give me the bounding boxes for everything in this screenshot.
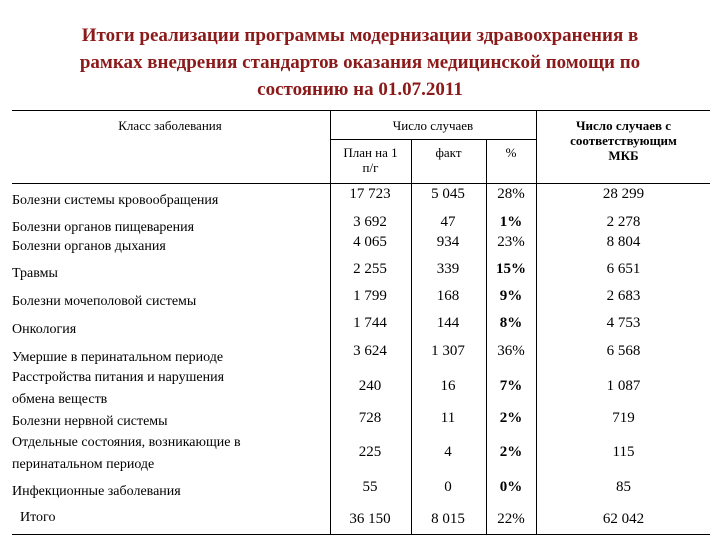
cell-icd: 1 087 — [606, 378, 641, 394]
cell-icd: 2 683 — [606, 288, 641, 304]
cell-percent: 28% — [497, 186, 525, 202]
cell-fact: 1 307 — [431, 343, 465, 359]
row-label: Болезни нервной системы — [12, 414, 168, 429]
row-label: Инфекционные заболевания — [12, 484, 181, 499]
header-plan — [330, 145, 411, 175]
cell-fact: 4 — [444, 444, 452, 460]
cell-icd: 28 299 — [602, 186, 645, 202]
cases-subheader-line — [330, 139, 536, 140]
cell-icd: 719 — [612, 410, 635, 426]
cell-icd: 6 568 — [606, 343, 641, 359]
cell-icd: 4 753 — [606, 315, 641, 331]
header-plan-line1: План на 1 — [343, 145, 398, 160]
row-label: Умершие в перинатальном периоде — [12, 350, 224, 365]
cell-percent: 1% — [499, 214, 523, 230]
cell-percent: 2% — [499, 410, 523, 426]
table-bottom-border — [12, 534, 710, 535]
cell-icd: 6 651 — [606, 261, 641, 277]
row-label-line1: Отдельные состояния, возникающие в — [12, 435, 241, 450]
total-percent: 22% — [497, 511, 525, 527]
row-label-line2: обмена веществ — [12, 392, 108, 407]
total-icd: 62 042 — [602, 511, 645, 527]
header-percent: % — [505, 145, 517, 160]
header-fact: факт — [435, 145, 462, 160]
cell-percent: 7% — [499, 378, 523, 394]
cell-fact: 47 — [440, 214, 456, 230]
total-fact: 8 015 — [431, 511, 465, 527]
cell-fact: 5 045 — [431, 186, 465, 202]
cell-icd: 115 — [612, 444, 635, 460]
cell-icd: 2 278 — [606, 214, 641, 230]
cell-plan: 3 692 — [353, 214, 387, 230]
row-label: Болезни системы кровообращения — [12, 193, 219, 208]
cell-plan: 4 065 — [353, 234, 387, 250]
cell-fact: 11 — [440, 410, 456, 426]
header-bottom-border — [12, 183, 710, 184]
cell-percent: 2% — [499, 444, 523, 460]
header-icd — [537, 118, 710, 163]
total-plan: 36 150 — [349, 511, 391, 527]
cell-plan: 225 — [358, 444, 382, 460]
cell-percent: 15% — [496, 261, 526, 277]
cell-plan: 2 255 — [353, 261, 387, 277]
cell-percent: 8% — [499, 315, 523, 331]
row-label-line1: Расстройства питания и нарушения — [12, 370, 225, 385]
cell-fact: 16 — [440, 378, 456, 394]
header-icd-line1: Число случаев с — [575, 118, 672, 133]
cell-fact: 934 — [436, 234, 460, 250]
cell-fact: 168 — [436, 288, 460, 304]
cell-icd: 8 804 — [606, 234, 641, 250]
total-label: Итого — [20, 510, 56, 525]
header-icd-line2: соответствующим — [570, 133, 677, 148]
title-line-1: Итоги реализации программы модернизации здравоохранения в — [81, 25, 639, 46]
title-line-2: рамках внедрения стандартов оказания медицинской помощи по — [79, 52, 641, 73]
header-icd-line3: МКБ — [608, 148, 639, 163]
cell-fact: 144 — [436, 315, 460, 331]
cell-percent: 9% — [499, 288, 523, 304]
cell-fact: 339 — [436, 261, 460, 277]
header-cases: Число случаев — [392, 118, 474, 133]
cell-percent: 36% — [497, 343, 525, 359]
row-label: Травмы — [12, 266, 58, 281]
cell-plan: 55 — [362, 479, 378, 495]
cell-plan: 240 — [358, 378, 382, 394]
title-line-3: состоянию на 01.07.2011 — [257, 79, 463, 100]
cell-plan: 1 799 — [353, 288, 387, 304]
cell-percent: 0% — [499, 479, 523, 495]
row-label: Болезни органов пищеварения — [12, 220, 195, 235]
header-disease-class: Класс заболевания — [118, 118, 222, 133]
cell-plan: 728 — [358, 410, 382, 426]
cell-plan: 3 624 — [353, 343, 387, 359]
row-label: Болезни органов дыхания — [12, 239, 166, 254]
cell-icd: 85 — [616, 479, 631, 495]
header-plan-line2: п/г — [362, 160, 379, 175]
row-label: Онкология — [12, 322, 77, 337]
row-label: Болезни мочеполовой системы — [12, 294, 197, 309]
cell-percent: 23% — [497, 234, 525, 250]
page-title — [0, 22, 720, 103]
table-top-border — [12, 110, 710, 111]
cell-plan: 17 723 — [349, 186, 391, 202]
cell-fact: 0 — [444, 479, 452, 495]
cell-plan: 1 744 — [353, 315, 387, 331]
row-label-line2: перинатальном периоде — [12, 457, 155, 472]
